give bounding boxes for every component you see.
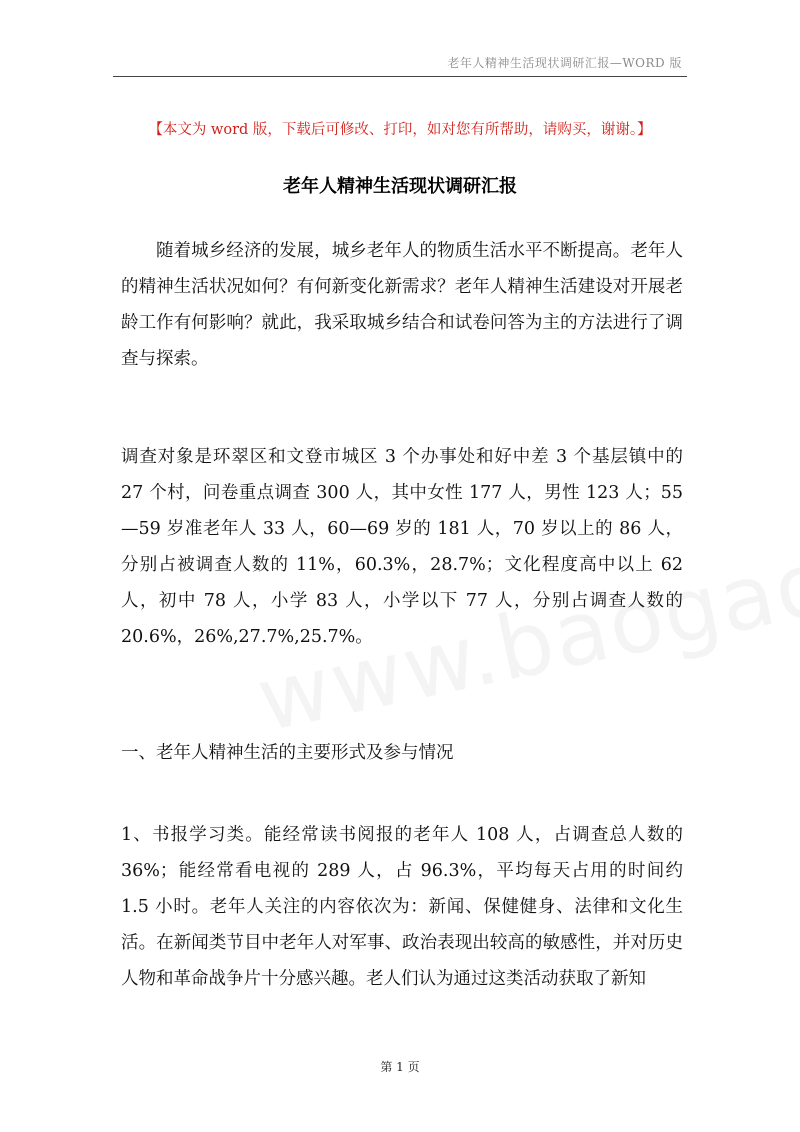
survey-paragraph: 调查对象是环翠区和文登市城区 3 个办事处和好中差 3 个基层镇中的 27 个村，问卷重点调查 300 人，其中女性 177 人，男性 123 人；55—59 岁准老年人 33 人，60—69 岁的 181 人，70 岁以上的 86 人，分别占被调查人数的 11%，60.3%，28.7%；文化程度高中以上 62 人，初中 78 人，小学 83 人，小学以下 77 人，分别占调查人数的 20.6%，26%,27.7%,25.7%。 (121, 447, 683, 647)
document-title: 老年人精神生活现状调研汇报 (283, 176, 517, 197)
page-number: 第 1 页 (380, 1060, 420, 1074)
download-notice: 【本文为 word 版，下载后可修改、打印，如对您有所帮助，请购买，谢谢。】 (148, 122, 652, 138)
item-1-paragraph: 1、书报学习类。能经常读书阅报的老年人 108 人，占调查总人数的 36%；能经常看电视的 289 人，占 96.3%，平均每天占用的时间约 1.5 小时。老年人关注的内容依次为：新闻、保健健身、法律和文化生活。在新闻类节目中老年人对军事、政治表现出较高的敏感性，并对历史人物和革命战争片十分感兴趣。老人们认为通过这类活动获取了新知 (121, 825, 683, 989)
intro-paragraph: 随着城乡经济的发展，城乡老年人的物质生活水平不断提高。老年人的精神生活状况如何？有何新变化新需求？老年人精神生活建设对开展老龄工作有何影响？就此，我采取城乡结合和试卷问答为主的方法进行了调查与探索。 (121, 241, 683, 369)
page-header: 老年人精神生活现状调研汇报—WORD 版 (447, 56, 682, 70)
header-divider (113, 76, 687, 77)
section-heading: 一、老年人精神生活的主要形式及参与情况 (121, 743, 454, 763)
